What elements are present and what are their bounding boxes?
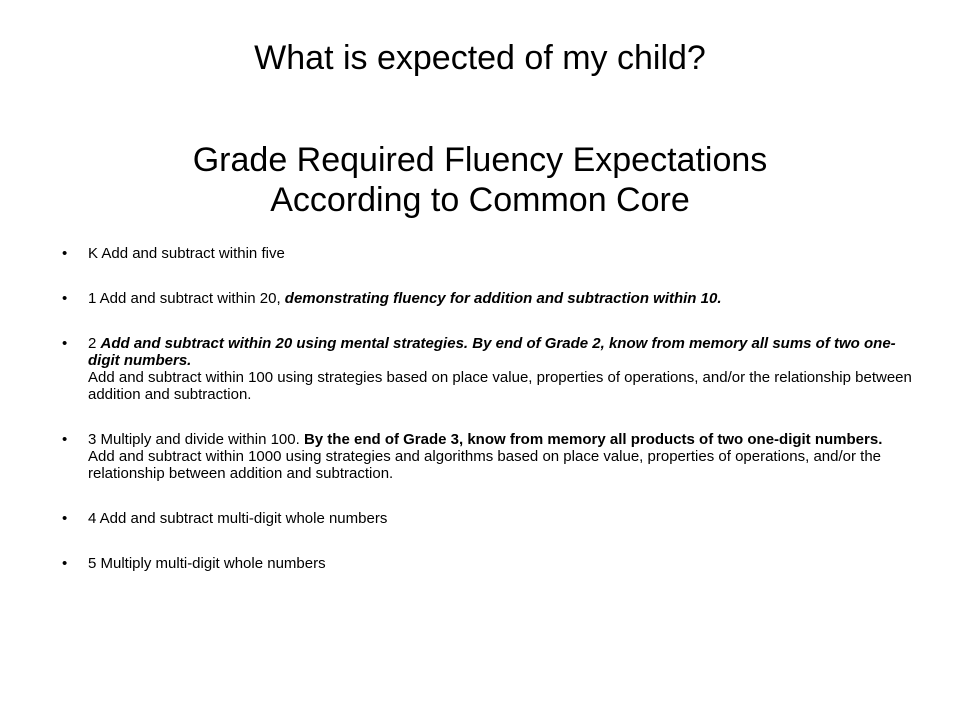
list-item-kindergarten (62, 245, 922, 262)
title-question: What is expected of my child? (254, 39, 706, 77)
bullet-icon: • (62, 510, 68, 527)
list-item-grade-2 (62, 335, 922, 403)
bullet-icon: • (62, 335, 68, 352)
bullet-icon: • (62, 290, 68, 307)
item-emphasis: demonstrating fluency for addition and subtraction within 10. (284, 290, 722, 307)
item-text: 2 (88, 335, 101, 352)
list-item-grade-5 (62, 555, 922, 572)
bullet-icon: • (62, 431, 68, 448)
title-heading-line-2: According to Common Core (270, 181, 690, 219)
item-text: 5 Multiply multi-digit whole numbers (88, 555, 326, 572)
item-text: K Add and subtract within five (88, 245, 285, 262)
bullet-icon: • (62, 555, 68, 572)
list-item-grade-4 (62, 510, 922, 527)
list-item-grade-3 (62, 431, 922, 482)
fluency-list (62, 245, 922, 600)
item-emphasis: By the end of Grade 3, know from memory all products of two one-digit numbers. (303, 431, 883, 448)
bullet-icon: • (62, 245, 68, 262)
item-text: 1 Add and subtract within 20, (88, 290, 285, 307)
item-emphasis: Add and subtract within 20 using mental strategies. (100, 335, 469, 352)
item-subtext: Add and subtract within 1000 using strategies and algorithms based on place value, properties of operations, and/or the relationship between addition and subtraction. (88, 448, 882, 482)
list-item-grade-1 (62, 290, 922, 307)
item-emphasis-continued: By end of Grade 2, know from memory all sums of two one-digit numbers. (88, 335, 896, 369)
title-heading-line-1: Grade Required Fluency Expectations (192, 141, 768, 179)
slide-title (80, 38, 880, 220)
item-text: 3 Multiply and divide within 100. (88, 431, 304, 448)
item-subtext: Add and subtract within 100 using strategies based on place value, properties of operations, and/or the relationship between addition and subtraction. (88, 369, 912, 403)
item-text: 4 Add and subtract multi-digit whole numbers (88, 510, 388, 527)
